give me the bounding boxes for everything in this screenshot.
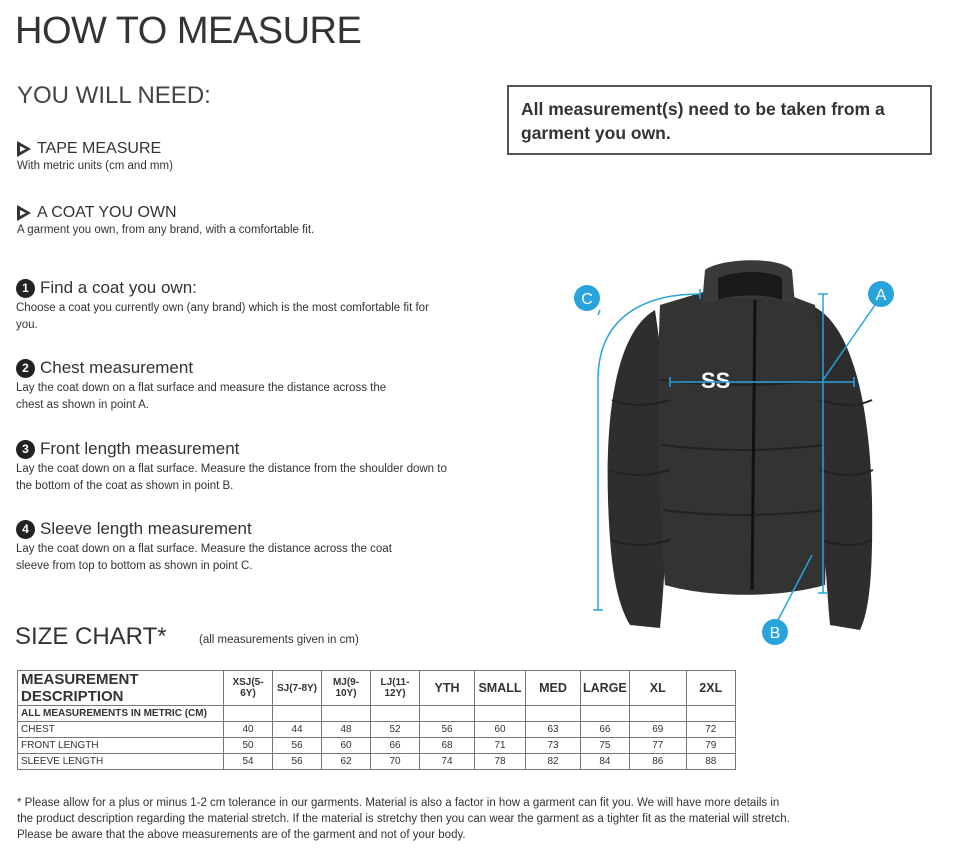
- cell-value: 70: [371, 754, 420, 770]
- row-label: SLEEVE LENGTH: [18, 754, 224, 770]
- header-size: XSJ(5-6Y): [224, 671, 273, 706]
- cell-value: 74: [420, 754, 475, 770]
- cell-value: 56: [273, 754, 322, 770]
- cell-value: 88: [686, 754, 735, 770]
- cell-value: 72: [686, 722, 735, 738]
- page-title: HOW TO MEASURE: [15, 10, 362, 52]
- size-chart-title: SIZE CHART*: [15, 623, 167, 650]
- header-size: XL: [629, 671, 686, 706]
- size-chart-note: (all measurements given in cm): [199, 634, 359, 646]
- cell-value: 54: [224, 754, 273, 770]
- cell-value: 73: [526, 738, 581, 754]
- step-number-icon: 4: [16, 520, 35, 539]
- cell-value: 48: [322, 722, 371, 738]
- table-subheader-row: [18, 706, 736, 722]
- step-desc: Lay the coat down on a flat surface. Measure the distance from the shoulder down to the bottom of the coat as shown in point B.: [16, 463, 447, 492]
- you-will-need-heading: YOU WILL NEED:: [17, 82, 211, 109]
- cell-value: 84: [581, 754, 630, 770]
- step-title: Chest measurement: [40, 358, 194, 377]
- step-desc: Lay the coat down on a flat surface. Measure the distance across the coat sleeve from top to bottom as shown in point C.: [16, 543, 392, 572]
- cell-value: 40: [224, 722, 273, 738]
- table-row: [18, 722, 736, 738]
- marker-b: [762, 619, 788, 645]
- header-size: SMALL: [475, 671, 526, 706]
- cell-value: 50: [224, 738, 273, 754]
- cell-value: 44: [273, 722, 322, 738]
- cell-value: 78: [475, 754, 526, 770]
- need-item-tape-measure: [17, 140, 173, 172]
- cell-value: 66: [581, 722, 630, 738]
- play-arrow-icon: [17, 205, 31, 221]
- row-label: CHEST: [18, 722, 224, 738]
- marker-a: [868, 281, 894, 307]
- row-label: FRONT LENGTH: [18, 738, 224, 754]
- play-arrow-icon: [17, 141, 31, 157]
- step-3: [16, 439, 456, 495]
- svg-text:A: A: [875, 287, 887, 304]
- header-size: 2XL: [686, 671, 735, 706]
- cell-value: 68: [420, 738, 475, 754]
- footer-disclaimer: * Please allow for a plus or minus 1-2 cm tolerance in our garments. Material is also a factor in how a garment can fit you. We will have more details in the product description regarding the material stretch. If the material is stretchy then you can wear the garment as a tighter fit as the material will stretch. Please be aware that the above measurements are of the garment and not of your body.: [17, 797, 790, 841]
- step-number-icon: 3: [16, 440, 35, 459]
- step-number-icon: 1: [16, 279, 35, 298]
- header-size: SJ(7-8Y): [273, 671, 322, 706]
- step-4: [16, 519, 416, 575]
- step-desc: Lay the coat down on a flat surface and measure the distance across the chest as shown in point A.: [16, 382, 387, 411]
- notice-box: All measurement(s) need to be taken from a garment you own.: [507, 85, 932, 155]
- step-title: Sleeve length measurement: [40, 519, 252, 538]
- header-size: LJ(11-12Y): [371, 671, 420, 706]
- cell-value: 60: [475, 722, 526, 738]
- table-row: [18, 754, 736, 770]
- header-description: MEASUREMENT DESCRIPTION: [18, 671, 224, 706]
- cell-value: 62: [322, 754, 371, 770]
- subheader-label: ALL MEASUREMENTS IN METRIC (CM): [18, 706, 224, 722]
- need-item-desc: A garment you own, from any brand, with a comfortable fit.: [17, 224, 315, 236]
- step-1: [16, 278, 436, 334]
- jacket-illustration: [608, 260, 873, 630]
- table-row: [18, 738, 736, 754]
- step-title: Find a coat you own:: [40, 278, 197, 297]
- cell-value: 71: [475, 738, 526, 754]
- jacket-diagram: [560, 250, 920, 650]
- step-desc: Choose a coat you currently own (any brand) which is the most comfortable fit for you.: [16, 302, 429, 331]
- cell-value: 82: [526, 754, 581, 770]
- cell-value: 69: [629, 722, 686, 738]
- step-number-icon: 2: [16, 359, 35, 378]
- cell-value: 86: [629, 754, 686, 770]
- cell-value: 75: [581, 738, 630, 754]
- svg-text:C: C: [581, 291, 593, 308]
- header-size: MED: [526, 671, 581, 706]
- cell-value: 60: [322, 738, 371, 754]
- cell-value: 79: [686, 738, 735, 754]
- step-title: Front length measurement: [40, 439, 240, 458]
- step-2: [16, 358, 416, 414]
- need-item-title: A COAT YOU OWN: [37, 204, 177, 221]
- header-size: LARGE: [581, 671, 630, 706]
- size-chart-table: [17, 670, 736, 770]
- cell-value: 56: [420, 722, 475, 738]
- table-header-row: [18, 671, 736, 706]
- header-size: YTH: [420, 671, 475, 706]
- cell-value: 56: [273, 738, 322, 754]
- need-item-desc: With metric units (cm and mm): [17, 160, 173, 172]
- marker-c: [574, 285, 600, 311]
- cell-value: 63: [526, 722, 581, 738]
- cell-value: 66: [371, 738, 420, 754]
- logo-mark: SS: [701, 368, 731, 393]
- cell-value: 52: [371, 722, 420, 738]
- need-item-coat: [17, 204, 314, 236]
- cell-value: 77: [629, 738, 686, 754]
- need-item-title: TAPE MEASURE: [37, 140, 162, 157]
- header-size: MJ(9-10Y): [322, 671, 371, 706]
- svg-text:B: B: [769, 625, 781, 642]
